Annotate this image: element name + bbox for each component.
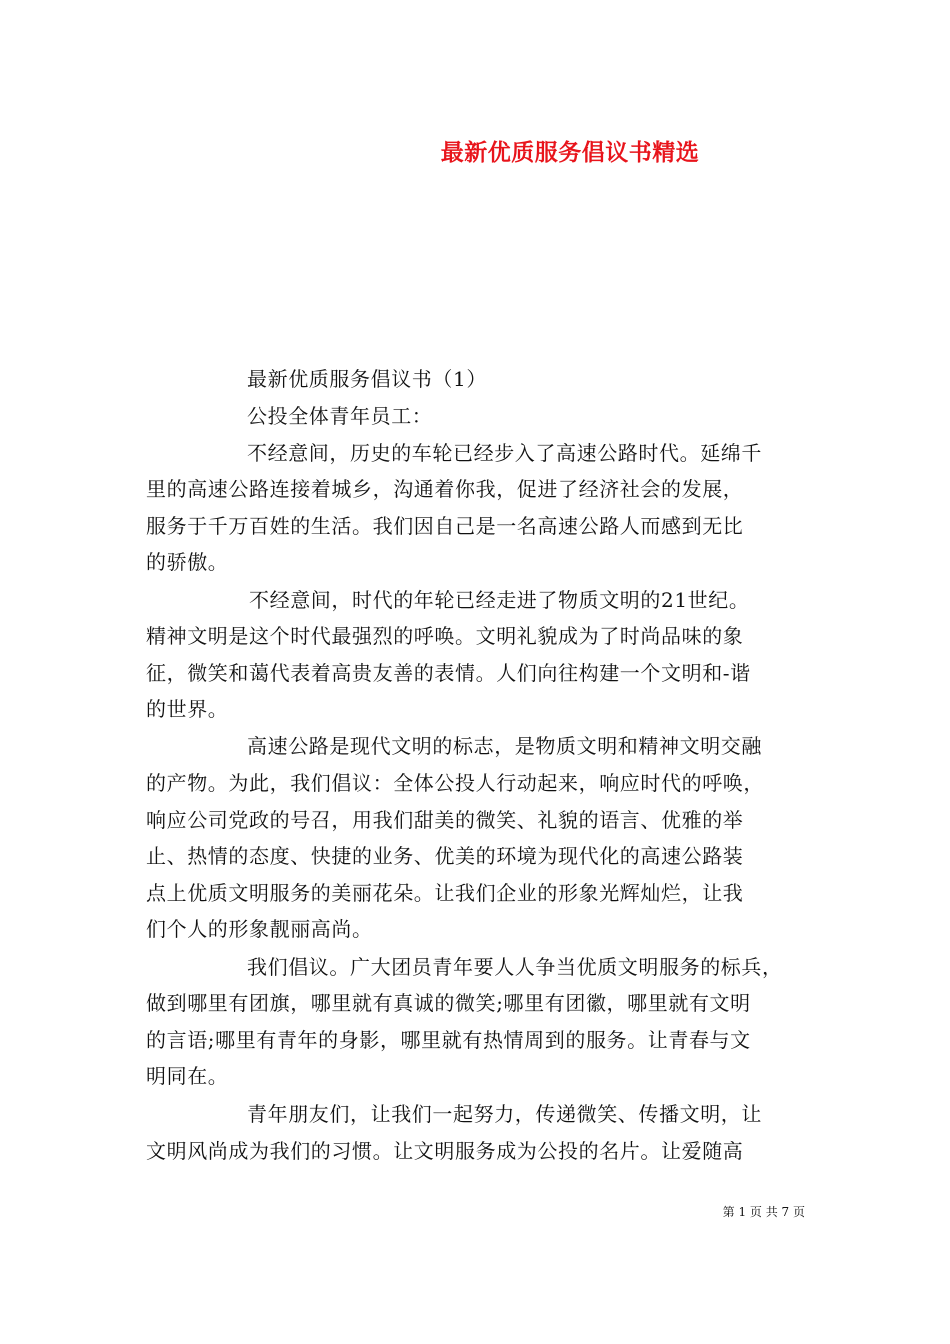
paragraph-line: 服务于千万百姓的生活。我们因自己是一名高速公路人而感到无比 — [146, 514, 744, 538]
paragraph-line: 里的高速公路连接着城乡，沟通着你我，促进了经济社会的发展， — [146, 477, 744, 501]
paragraph-line: 的世界。 — [146, 697, 229, 721]
document-title: 最新优质服务倡议书精选 — [440, 139, 700, 166]
paragraph-line: 不经意间，历史的车轮已经步入了高速公路时代。延绵千 — [247, 441, 762, 465]
paragraph-line: 止、热情的态度、快捷的业务、优美的环境为现代化的高速公路装 — [146, 844, 744, 868]
paragraph-line: 的产物。为此，我们倡议：全体公投人行动起来，响应时代的呼唤， — [146, 771, 764, 795]
paragraph-line: 青年朋友们，让我们一起努力，传递微笑、传播文明，让 — [247, 1102, 762, 1126]
paragraph-line: 点上优质文明服务的美丽花朵。让我们企业的形象光辉灿烂，让我 — [146, 881, 744, 905]
paragraph-line: 们个人的形象靓丽高尚。 — [146, 917, 373, 941]
paragraph-line: 响应公司党政的号召，用我们甜美的微笑、礼貌的语言、优雅的举 — [146, 808, 744, 832]
page-number: 第 1 页 共 7 页 — [722, 1205, 805, 1219]
paragraph-line: 高速公路是现代文明的标志，是物质文明和精神文明交融 — [247, 734, 762, 758]
paragraph-line: 不经意间，时代的年轮已经走进了物质文明的21世纪。 — [249, 588, 750, 612]
salutation: 公投全体青年员工： — [247, 404, 433, 428]
paragraph-line: 精神文明是这个时代最强烈的呼唤。文明礼貌成为了时尚品味的象 — [146, 624, 744, 648]
paragraph-line: 我们倡议。广大团员青年要人人争当优质文明服务的标兵， — [247, 955, 783, 979]
paragraph-line: 文明风尚成为我们的习惯。让文明服务成为公投的名片。让爱随高 — [146, 1139, 744, 1163]
paragraph-line: 征，微笑和蔼代表着高贵友善的表情。人们向往构建一个文明和-谐 — [146, 661, 751, 685]
section-heading: 最新优质服务倡议书（1） — [247, 367, 487, 391]
paragraph-line: 的言语;哪里有青年的身影，哪里就有热情周到的服务。让青春与文 — [146, 1028, 751, 1052]
paragraph-line: 的骄傲。 — [146, 550, 229, 574]
paragraph-line: 明同在。 — [146, 1064, 229, 1088]
paragraph-line: 做到哪里有团旗，哪里就有真诚的微笑;哪里有团徽，哪里就有文明 — [146, 991, 751, 1015]
